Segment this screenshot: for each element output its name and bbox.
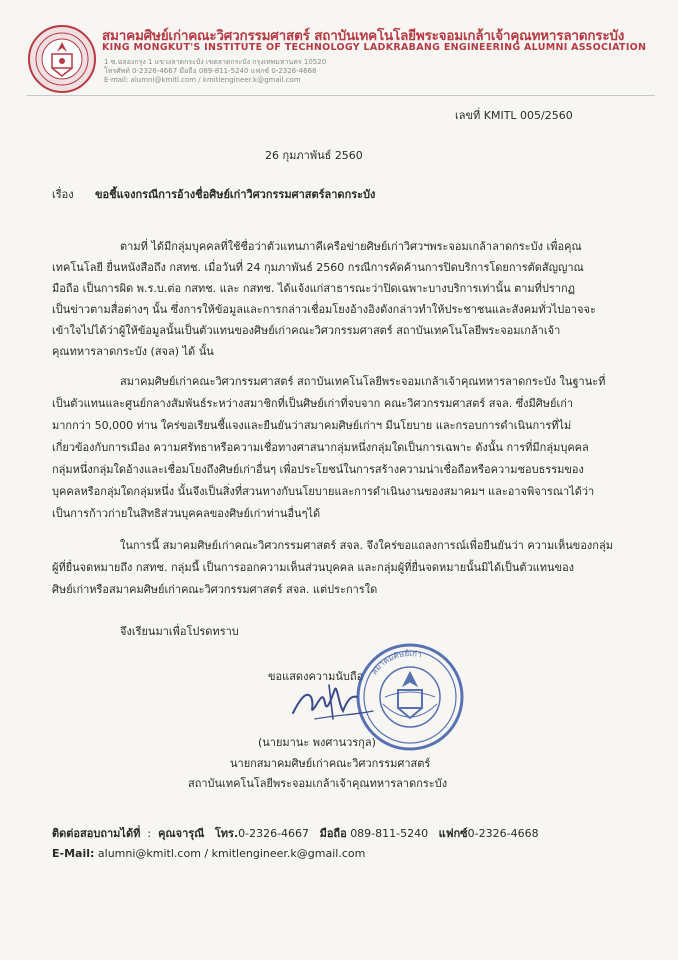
subject-text: ขอชี้แจงกรณีการอ้างชื่อศิษย์เก่าวิศวกรรมศาสตร์ลาดกระบัง <box>95 188 376 201</box>
regards-text: ขอแสดงความนับถือ <box>268 670 364 683</box>
closing-text: จึงเรียนมาเพื่อโปรดทราบ <box>120 625 239 638</box>
body-line: ผู้ที่ยื่นจดหมายถึง กสทช. กลุ่มนี้ เป็นการออกความเห็นส่วนบุคคล และกลุ่มผู้ที่ยื่นจดหมายนั้นมิได้เป็นตัวแทนของ <box>52 561 575 574</box>
body-line: เป็นตัวแทนและศูนย์กลางสัมพันธ์ระหว่างสมาชิกที่เป็นศิษย์เก่าที่จบจาก คณะวิศวกรรมศาสตร์ สจล. ซึ่งมีศิษย์เก่า <box>52 397 574 410</box>
body-line: ในการนี้ สมาคมศิษย์เก่าคณะวิศวกรรมศาสตร์ สจล. จึงใคร่ขอแถลงการณ์เพื่อยืนยันว่า ความเห็นของกลุ่ม <box>120 539 613 552</box>
letterhead-address-line: E-mail: alumni@kmitl.com / kmitlengineer.k@gmail.com <box>104 76 301 84</box>
body-line: ตามที่ ได้มีกลุ่มบุคคลที่ใช้ชื่อว่าตัวแทนภาคีเครือข่ายศิษย์เก่าวิศวฯพระจอมเกล้าลาดกระบัง เพื่อคุณ <box>120 240 582 253</box>
letterhead-org-english: KING MONGKUT'S INSTITUTE OF TECHNOLOGY LADKRABANG ENGINEERING ALUMNI ASSOCIATION <box>102 42 647 53</box>
body-line: กลุ่มหนึ่งกลุ่มใดอ้างและเชื่อมโยงถึงศิษย์เก่าอื่นๆ เพื่อประโยชน์ในการสร้างความน่าเชื่อถือหรือความชอบธรรมของ <box>52 463 584 476</box>
body-line: สมาคมศิษย์เก่าคณะวิศวกรรมศาสตร์ สถาบันเทคโนโลยีพระจอมเกล้าเจ้าคุณทหารลาดกระบัง ในฐานะที่ <box>120 375 606 388</box>
body-line: เกี่ยวข้องกับการเมือง ความศรัทธาหรือความเชื่อทางศาสนากลุ่มหนึ่งกลุ่มใดเป็นการเฉพาะ ดังนั้น การที่มีกลุ่มบุคคล <box>52 441 589 454</box>
body-line: เป็นการก้าวก่ายในสิทธิส่วนบุคคลของศิษย์เก่าท่านอื่นๆได้ <box>52 507 321 520</box>
body-line: คุณทหารลาดกระบัง (สจล) ได้ นั้น <box>52 345 214 358</box>
fax-label: แฟกซ์ <box>438 827 468 840</box>
contact-line: ติดต่อสอบถามได้ที่ : คุณจารุณี โทร.0-2326-4667 มือถือ 089-811-5240 แฟกซ์0-2326-4668 <box>52 827 539 840</box>
signer-name: (นายมานะ พงศานวรกุล) <box>258 736 376 749</box>
svg-text:สมาคมศิษย์เก่า <box>370 648 423 676</box>
fax-number: 0-2326-4668 <box>467 827 539 840</box>
letterhead-address-line: โทรศัพท์ 0-2326-4667 มือถือ 089-811-5240 แฟกซ์ 0-2326-4668 <box>104 67 317 75</box>
body-line: ศิษย์เก่าหรือสมาคมศิษย์เก่าคณะวิศวกรรมศาสตร์ สจล. แต่ประการใด <box>52 583 378 596</box>
email-line <box>52 847 365 860</box>
subject-label: เรื่อง <box>52 188 74 201</box>
body-line: เข้าใจไปได้ว่าผู้ให้ข้อมูลนั้นเป็นตัวแทนของศิษย์เก่าคณะวิศวกรรมศาสตร์ สถาบันเทคโนโลยีพระจอมเกล้าเจ้า <box>52 324 561 337</box>
email-address: alumni@kmitl.com / kmitlengineer.k@gmail.com <box>97 847 366 860</box>
stamp-text: สมาคมศิษย์เก่า <box>369 648 423 677</box>
tel-number: 0-2326-4667 <box>238 827 310 840</box>
tel-label: โทร. <box>214 827 239 840</box>
letterhead-address-line: 1 ซ.ฉลองกรุง 1 แขวงลาดกระบัง เขตลาดกระบัง กรุงเทพมหานคร 10520 <box>104 58 327 66</box>
signer-title: นายกสมาคมศิษย์เก่าคณะวิศวกรรมศาสตร์ <box>230 757 431 770</box>
mobile-label: มือถือ <box>319 827 347 840</box>
contact-label: ติดต่อสอบถามได้ที่ <box>52 827 141 840</box>
signer-organization: สถาบันเทคโนโลยีพระจอมเกล้าเจ้าคุณทหารลาดกระบัง <box>188 777 448 790</box>
reference-number: เลขที่ KMITL 005/2560 <box>455 109 573 122</box>
body-line: มือถือ เป็นการผิด พ.ร.บ.ต่อ กสทช. และ กสทช. ได้แจ้งแก่สาธารณะว่าปิดเฉพาะบางบริการเท่านั้น ตามที่ปรากฏ <box>52 282 576 295</box>
body-line: เทคโนโลยี ยื่นหนังสือถึง กสทช. เมื่อวันที่ 24 กุมภาพันธ์ 2560 กรณีการคัดค้านการปิดบริการโดยการตัดสัญญาณ <box>52 261 584 274</box>
letterhead-org-thai: สมาคมศิษย์เก่าคณะวิศวกรรมศาสตร์ สถาบันเทคโนโลยีพระจอมเกล้าเจ้าคุณทหารลาดกระบัง <box>102 28 625 44</box>
body-line: เป็นข่าวตามสื่อต่างๆ นั้น ซึ่งการให้ข้อมูลและการกล่าวเชื่อมโยงอ้างอิงดังกล่าวทำให้ประชาชนและสังคมทั่วไปอาจจะ <box>52 303 596 316</box>
body-line: บุคคลหรือกลุ่มใดกลุ่มหนึ่ง นั้นจึงเป็นสิ่งที่สวนทางกับนโยบายและการดำเนินงานของสมาคมฯ และอาจพิจารณาได้ว่า <box>52 485 595 498</box>
association-logo-icon <box>27 24 97 94</box>
letterhead-divider <box>27 95 655 96</box>
letter-date: 26 กุมภาพันธ์ 2560 <box>265 149 363 162</box>
email-label: E-Mail: <box>52 847 95 860</box>
contact-person: คุณจารุณี <box>158 827 205 840</box>
mobile-number: 089-811-5240 <box>350 827 429 840</box>
body-line: มากกว่า 50,000 ท่าน ใคร่ขอเรียนชี้แจงและยืนยันว่าสมาคมศิษย์เก่าฯ มีนโยบาย และกรอบการดำเนินการที่ไม่ <box>52 419 572 432</box>
signature-mark <box>285 675 385 727</box>
